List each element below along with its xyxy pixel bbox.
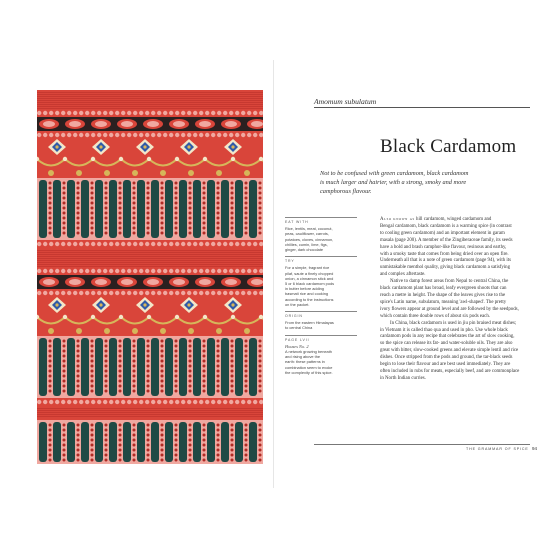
body-line: in Vietnam it is called thao qua and used in pho. Use whole black [380, 327, 508, 333]
body-line: unmistakable menthol quality, giving black cardamom a satisfying [380, 265, 511, 271]
body-line: to cooling green cardamom) and an important element in garam [380, 230, 505, 236]
body-line: Native to damp forest areas from Nepal to central China, the [390, 279, 509, 285]
sidebar-line: Rice, lentils, meat, coconut, [285, 226, 333, 232]
try-heading: TRY [285, 259, 295, 264]
sidebar-line: pilaf, saute a finely chopped [285, 270, 334, 276]
sidebar-line: peas, cauliflower, carrots, [285, 231, 329, 237]
sidebar-line: potatoes, cloves, cinnamon, [285, 236, 334, 242]
body-line: masala (page 200). A member of the Zingiberaceae family, its seeds [380, 237, 513, 243]
sidebar-line: From the eastern Himalayas [285, 320, 334, 326]
intro-line: camphorous flavour. [320, 187, 372, 195]
sidebar-line: A network growing beneath [285, 349, 332, 355]
plate-subtitle: Houses No. 2 [285, 343, 309, 349]
sidebar-line: onion, a cinnamon stick and [285, 275, 334, 281]
body-line: which contain three double rows of about six pods each. [380, 313, 491, 319]
plate-block [285, 335, 357, 375]
latin-name: Amomum subulatum [314, 97, 377, 106]
sidebar-line: basmati rice and cooking [285, 291, 329, 297]
header-rule [314, 107, 530, 108]
sidebar [285, 217, 357, 379]
body-line: great with bitter, slow-cooked greens and elevate simple lentil and rice [380, 348, 519, 354]
body-line: dishes. Once stripped from the pods and ground, the tar-black seeds [380, 355, 513, 361]
sidebar-line: combination seem to evoke [285, 364, 333, 370]
intro-text [320, 170, 505, 197]
sidebar-line: to central China [285, 325, 313, 331]
sidebar-line: on the packet. [285, 301, 310, 307]
body-line: cardamom pods in any recipe that celebrates the art of slow cooking, [380, 334, 515, 340]
body-line: with a smoky taste that comes from being dried over an open fire. [380, 251, 509, 257]
sidebar-line: and rising above the [285, 354, 321, 360]
sidebar-line: the complexity of this spice. [285, 369, 333, 375]
sidebar-line: earth: these patterns in [285, 359, 325, 365]
body-line: ivory flowers appear at ground level and are followed by the seedpods, [380, 306, 519, 312]
body-line [380, 217, 538, 224]
body-line: Bengal cardamom, black cardamom is a warming spice (in contrast [380, 223, 512, 229]
body-line: spice's Latin name, subulatum, meaning 'awl-shaped'. The pretty [380, 299, 507, 305]
footer-rule [314, 444, 530, 445]
body-line: begin to lose their flavour and are best used immediately. They are [380, 362, 511, 368]
origin-block [285, 311, 357, 331]
page-title: Black Cardamom [380, 136, 517, 157]
intro-line: Not to be confused with green cardamom, black cardamom [320, 170, 469, 177]
body-fragment: hill cardamom, winged cardamom and [414, 217, 492, 222]
body-line: so the spice can release its fat- and water-soluble oils. They are also [380, 341, 513, 347]
plate-heading: PAGE LVII [285, 337, 310, 342]
sidebar-line: according to the instructions [285, 296, 334, 302]
sidebar-line: 5 or 6 black cardamom pods [285, 281, 335, 287]
body-line: have a bold and brash camphor-like flavour, resinous and earthy, [380, 244, 507, 250]
running-head: THE GRAMMAR OF SPICE [466, 447, 529, 451]
sidebar-line: in butter before adding [285, 286, 324, 292]
lead-in: Also known as [380, 217, 415, 222]
try-block [285, 256, 357, 307]
body-line: in North Indian curries. [380, 375, 426, 381]
right-page [274, 0, 550, 550]
eat-with-block [285, 217, 357, 252]
body-line: reach a metre in height. The shape of the leaves gives rise to the [380, 292, 506, 298]
intro-line: is much larger and hairier, with a strong, smoky and more [320, 178, 467, 186]
body-line: Underneath all that is a note of green cardamom (page 94), with its [380, 258, 512, 264]
sidebar-line: ginger, dark chocolate [285, 247, 324, 253]
body-line: often included in rubs for meats, especially beef, and are commonplace [380, 368, 520, 374]
sidebar-line: chillies, cumin, lime, figs, [285, 241, 328, 247]
body-line: and complex aftertaste. [380, 272, 426, 278]
body-text [380, 217, 538, 383]
page-number: 94 [532, 446, 538, 451]
sidebar-line: For a simple, fragrant rice [285, 265, 330, 271]
eat-with-heading: EAT WITH [285, 220, 309, 224]
left-page [0, 0, 273, 550]
body-line: black cardamom plant has broad, leafy evergreen shoots that can [380, 286, 507, 292]
origin-heading: ORIGIN [285, 314, 303, 319]
textile-pattern-icon [37, 90, 263, 464]
textile-pattern-illustration [37, 90, 263, 464]
body-line: In China, black cardamom is used in jiu pin braised meat dishes; [390, 320, 517, 326]
